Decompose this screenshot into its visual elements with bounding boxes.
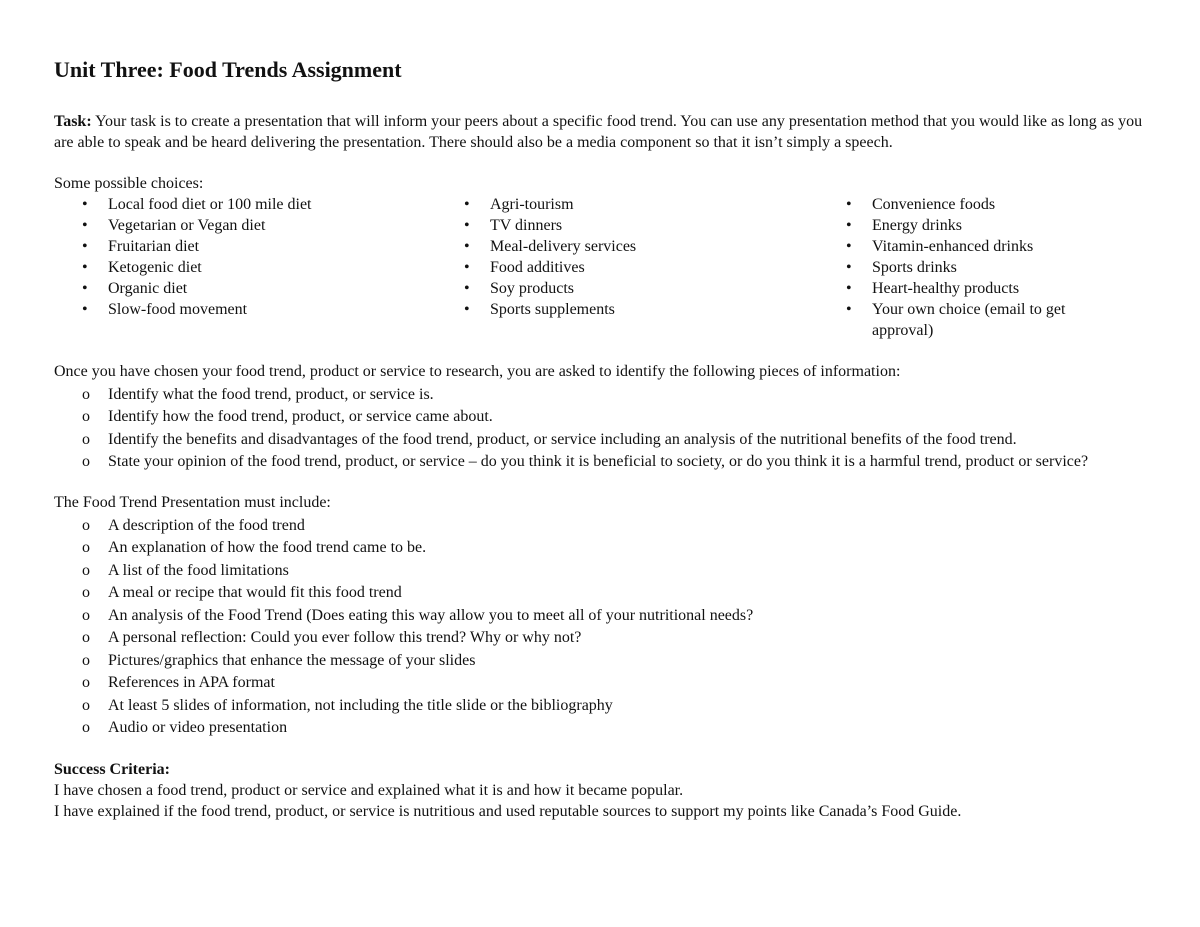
bullet-icon: • [846,196,852,213]
choice-text: Agri-tourism [490,196,574,213]
list-item [54,515,1154,536]
list-item [54,451,1154,472]
list-item [54,605,1154,626]
list-item [54,537,1154,558]
success-criteria-line: I have explained if the food trend, product, or service is nutritious and used reputable sources to support my points like Canada’s Food Guide. [54,803,962,820]
list-item [436,257,818,278]
choice-text: Ketogenic diet [108,259,202,276]
list-item [54,406,1154,427]
list-item [436,278,818,299]
list-item [436,194,818,215]
choice-text: Vegetarian or Vegan diet [108,217,266,234]
list-item [54,236,436,257]
document-page [54,55,1154,822]
presentation-item-text: At least 5 slides of information, not including the title slide or the bibliography [108,696,613,714]
choice-text: Slow-food movement [108,301,248,318]
circle-bullet-icon: o [82,584,90,601]
bullet-icon: • [846,238,852,255]
list-item [436,299,818,320]
bullet-icon: • [464,238,470,255]
list-item [54,672,1154,693]
circle-bullet-icon: o [82,674,90,691]
list-item [54,299,436,320]
bullet-icon: • [464,301,470,318]
presentation-item-text: A list of the food limitations [108,561,289,579]
choice-text: Meal-delivery services [490,238,637,255]
bullet-icon: • [464,259,470,276]
list-item [54,627,1154,648]
circle-bullet-icon: o [82,516,90,534]
bullet-icon: • [846,301,852,318]
task-label: Task: [54,113,92,130]
research-list [54,384,1154,473]
choice-text: Sports supplements [490,301,615,318]
choice-text: Sports drinks [872,259,957,276]
list-item [54,582,1154,603]
document-title: Unit Three: Food Trends Assignment [54,57,402,82]
list-item [818,236,1078,257]
list-item [54,257,436,278]
bullet-icon: • [82,280,88,297]
bullet-icon: • [464,196,470,213]
circle-bullet-icon: o [82,561,90,579]
bullet-icon: • [846,280,852,297]
presentation-item-text: A meal or recipe that would fit this food trend [108,584,402,601]
choices-column-2 [436,194,818,341]
choice-text: Food additives [490,259,585,276]
circle-bullet-icon: o [82,408,90,425]
choice-text: Organic diet [108,280,188,297]
list-item [436,215,818,236]
bullet-icon: • [464,217,470,234]
choices-intro: Some possible choices: [54,175,204,192]
research-intro: Once you have chosen your food trend, product or service to research, you are asked to identify the following pieces of information: [54,363,901,380]
circle-bullet-icon: o [82,539,90,556]
bullet-icon: • [82,301,88,318]
list-item [54,717,1154,738]
bullet-icon: • [82,217,88,234]
circle-bullet-icon: o [82,719,90,736]
choice-text: Local food diet or 100 mile diet [108,196,312,213]
circle-bullet-icon: o [82,651,90,669]
research-item-text: State your opinion of the food trend, product, or service – do you think it is beneficial to society, or do you think it is a harmful trend, product or service? [108,453,1089,470]
research-item-text: Identify what the food trend, product, or service is. [108,385,434,403]
bullet-icon: • [464,280,470,297]
choice-text: Heart-healthy products [872,280,1020,297]
presentation-item-text: An explanation of how the food trend came to be. [108,539,427,556]
list-item [54,215,436,236]
choice-text: TV dinners [490,217,563,234]
choice-text: Energy drinks [872,217,962,234]
circle-bullet-icon: o [82,453,90,470]
choice-text: Your own choice (email to get approval) [872,301,1066,339]
circle-bullet-icon: o [82,606,90,624]
list-item [54,278,436,299]
presentation-item-text: A description of the food trend [108,516,305,534]
circle-bullet-icon: o [82,629,90,646]
list-item [436,236,818,257]
presentation-item-text: A personal reflection: Could you ever follow this trend? Why or why not? [108,629,582,646]
choices-column-1 [54,194,436,341]
list-item [54,650,1154,671]
circle-bullet-icon: o [82,385,90,403]
choice-text: Convenience foods [872,196,996,213]
list-item [818,299,1078,341]
bullet-icon: • [846,259,852,276]
presentation-list [54,515,1154,739]
success-criteria-heading: Success Criteria: [54,761,170,778]
presentation-item-text: Audio or video presentation [108,719,288,736]
research-item-text: Identify how the food trend, product, or service came about. [108,408,493,425]
choice-text: Fruitarian diet [108,238,200,255]
list-item [54,384,1154,405]
research-item-text: Identify the benefits and disadvantages of the food trend, product, or service including an analysis of the nutritional benefits of the food trend. [108,430,1017,448]
list-item [818,194,1078,215]
presentation-item-text: References in APA format [108,674,275,691]
choice-text: Vitamin-enhanced drinks [872,238,1034,255]
choices-columns [54,194,1154,341]
list-item [818,278,1078,299]
success-criteria-line: I have chosen a food trend, product or service and explained what it is and how it became popular. [54,782,684,799]
task-paragraph [54,111,1146,153]
bullet-icon: • [82,259,88,276]
presentation-item-text: An analysis of the Food Trend (Does eating this way allow you to meet all of your nutritional needs? [108,606,754,624]
list-item [818,215,1078,236]
bullet-icon: • [846,217,852,234]
list-item [54,560,1154,581]
circle-bullet-icon: o [82,696,90,714]
bullet-icon: • [82,196,88,213]
choices-column-3 [818,194,1078,341]
list-item [54,695,1154,716]
bullet-icon: • [82,238,88,255]
list-item [54,429,1154,450]
presentation-intro: The Food Trend Presentation must include: [54,494,331,511]
list-item [54,194,436,215]
list-item [818,257,1078,278]
circle-bullet-icon: o [82,430,90,448]
choice-text: Soy products [490,280,574,297]
presentation-item-text: Pictures/graphics that enhance the message of your slides [108,651,476,669]
task-text: Your task is to create a presentation that will inform your peers about a specific food trend. You can use any presentation method that you would like as long as you are able to speak and be heard delivering the presentation. There should also be a media component so that it isn’t simply a speech. [54,113,1143,151]
